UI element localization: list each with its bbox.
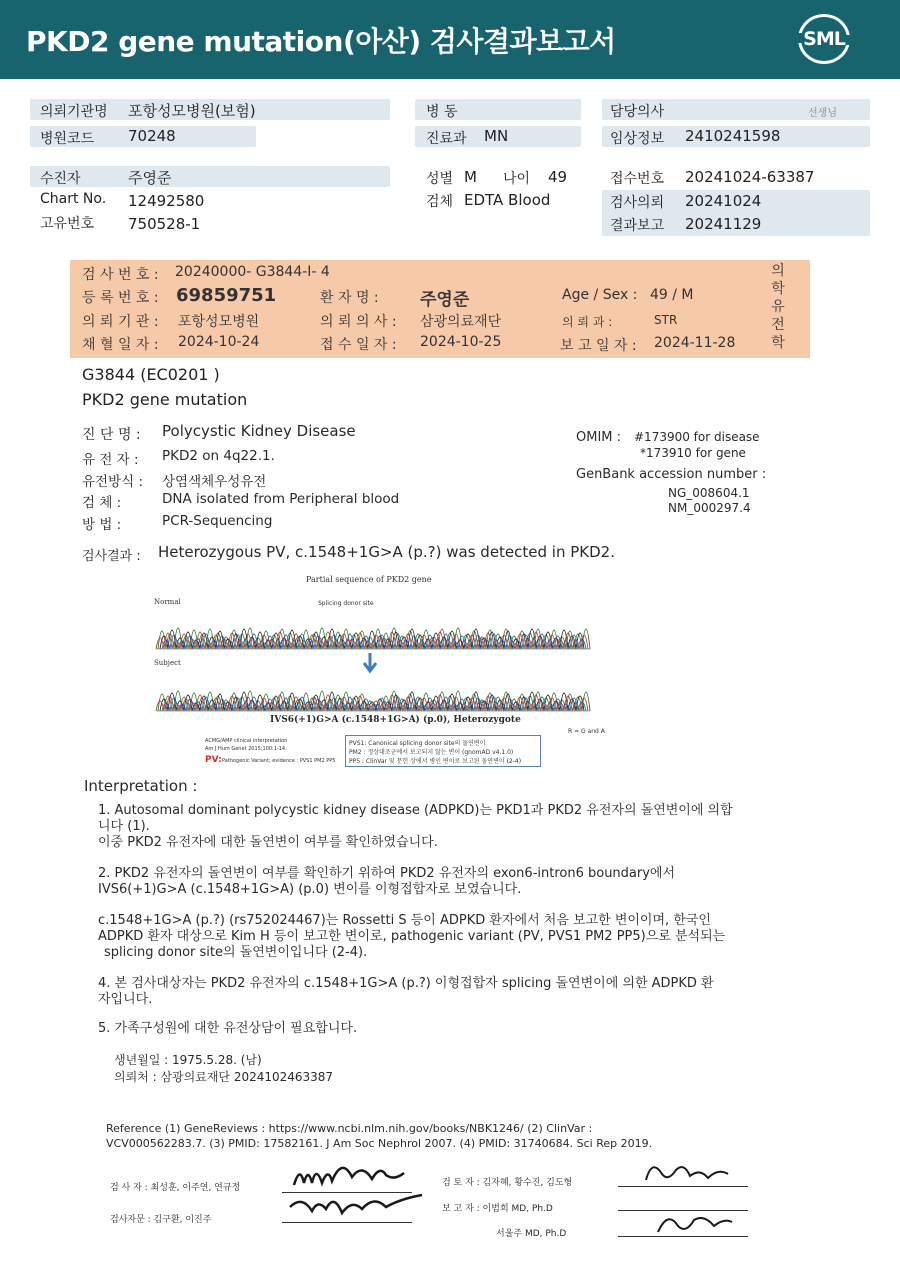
sex: M: [464, 168, 477, 186]
age: 49: [548, 168, 568, 186]
sml-logo: SML: [798, 14, 850, 64]
signature-reviewer: [628, 1152, 748, 1242]
rpt-label: 보 고 일 자 :: [560, 338, 637, 354]
test-code: G3844 (EC0201 ): [82, 365, 220, 384]
doctor-label: 담당의사: [610, 104, 665, 120]
chromatogram-figure: [150, 605, 595, 715]
inst: 포항성모병원: [178, 314, 260, 330]
clinical-label: 임상정보: [610, 131, 665, 147]
test-result: Heterozygous PV, c.1548+1G>A (p.?) was detected in PKD2.: [158, 543, 615, 561]
draw-date: 2024-10-24: [178, 334, 260, 350]
reporter: 보 고 자 : 이범희 MD, Ph.D: [442, 1204, 553, 1214]
specimen-label: 검체: [426, 194, 454, 210]
doctor-suffix: 선생님: [808, 108, 837, 119]
req-dept: STR: [654, 313, 678, 327]
acmg-line2: Am J Hum Genet 2015;100:1-14.: [205, 746, 287, 752]
specimen: EDTA Blood: [464, 191, 551, 209]
interp-1c: 이중 PKD2 유전자에 대한 돌연변이 여부를 확인하였습니다.: [98, 835, 438, 850]
acmg-pv: PV:: [205, 755, 222, 765]
spec-label: 검 체 :: [82, 495, 122, 511]
patient-name: 주영준: [128, 169, 172, 187]
chart-label: Chart No.: [40, 191, 107, 207]
figure-title: Partial sequence of PKD2 gene: [306, 575, 432, 584]
inst-label: 의 뢰 기 관 :: [82, 314, 159, 330]
reference-line1: Reference (1) GeneReviews : https://www.ncbi.nlm.nih.gov/books/NBK1246/ (2) ClinVar :: [106, 1122, 593, 1135]
result-date: 20241129: [685, 215, 762, 233]
hospital-code: 70248: [128, 127, 176, 145]
gene: PKD2 on 4q22.1.: [162, 448, 275, 464]
rcv-date: 2024-10-25: [420, 334, 502, 350]
dept: MN: [484, 127, 509, 145]
patient-label: 수진자: [40, 171, 81, 187]
figure-subject-label: Subject: [154, 659, 181, 667]
receipt-label: 접수번호: [610, 171, 665, 187]
interp-3a: c.1548+1G>A (p.?) (rs752024467)는 Rossetti S 등이 ADPKD 환자에서 처음 보고한 변이이며, 한국인: [98, 913, 711, 928]
pvs1: PVS1: Canonical splicing donor site의 돌연변이: [349, 740, 486, 747]
hospital-name: 포항성모병원(보험): [128, 102, 256, 120]
figure-normal-label: Normal: [154, 598, 181, 606]
dx-label: 진 단 명 :: [82, 427, 141, 443]
req-doc: 삼광의료재단: [420, 314, 502, 330]
figure-site-label: Splicing donor site: [318, 600, 374, 607]
gene-label: 유 전 자 :: [82, 452, 139, 468]
genbank-nm: NM_000297.4: [668, 501, 751, 515]
clinical-info: 2410241598: [685, 127, 781, 145]
method-label: 방 법 :: [82, 517, 122, 533]
interp-1b: 니다 (1).: [98, 819, 150, 834]
interp-5: 5. 가족구성원에 대한 유전상담이 필요합니다.: [98, 1021, 358, 1036]
figure-rga: R = G and A: [568, 728, 605, 735]
req-doc-label: 의 뢰 의 사 :: [320, 314, 397, 330]
interp-3b: ADPKD 환자 대상으로 Kim H 등이 보고한 변이로, pathogenic variant (PV, PVS1 PM2 PP5)으로 분석되는: [98, 929, 726, 944]
rpt-date: 2024-11-28: [654, 335, 736, 351]
interp-4b: 자입니다.: [98, 992, 153, 1007]
referrer: 의뢰처 : 삼광의료재단 2024102463387: [114, 1070, 334, 1084]
reference-line2: VCV000562283.7. (3) PMID: 17582161. J Am Soc Nephrol 2007. (4) PMID: 31740684. Sci Rep 2019.: [106, 1137, 653, 1150]
patient-row: [30, 166, 390, 187]
hospital-name-label: 의뢰기관명: [40, 104, 108, 120]
result-label-scan: 검사결과 :: [82, 549, 141, 564]
variant-arrow-icon: [364, 653, 376, 671]
genbank-ng: NG_008604.1: [668, 486, 750, 500]
genbank-label: GenBank accession number :: [576, 467, 767, 482]
interp-2a: 2. PKD2 유전자의 돌연변이 여부를 확인하기 위하여 PKD2 유전자의 exon6-intron6 boundary에서: [98, 866, 676, 881]
interp-2b: IVS6(+1)G>A (c.1548+1G>A) (p.0) 변이를 이형접합자로 보였습니다.: [98, 882, 522, 897]
age-label: 나이: [503, 171, 531, 187]
sex-label: 성별: [426, 171, 454, 187]
report-header: [0, 0, 900, 79]
acmg-line3: Pathogenic Variant; evidence : PVS1 PM2 PP5: [222, 758, 336, 764]
reg-no: 69859751: [176, 285, 277, 306]
signature-tester: [282, 1155, 432, 1230]
exam-no: 20240000- G3844-I- 4: [175, 264, 330, 280]
test-name: PKD2 gene mutation: [82, 390, 248, 409]
interpretation-title: Interpretation :: [84, 777, 198, 795]
omim-label: OMIM :: [576, 430, 622, 445]
reviewer: 검 토 자 : 김자혜, 황수진, 김도형: [442, 1178, 573, 1188]
pp5: PP5 : ClinVar 및 문헌 상에서 병인 변이로 보고된 돌연변이 (2-4): [349, 758, 522, 765]
omim-disease: #173900 for disease: [634, 430, 760, 444]
scan-specimen: DNA isolated from Peripheral blood: [162, 491, 400, 507]
scan-patient-label: 환 자 명 :: [320, 290, 379, 306]
advisor: 검사자문 : 김구환, 이진주: [110, 1215, 212, 1225]
hospital-code-label: 병원코드: [40, 131, 95, 147]
inheritance: 상염색체우성유전: [162, 474, 267, 490]
tester: 검 사 자 : 최성훈, 이주연, 연규정: [110, 1183, 241, 1193]
request-label: 검사의뢰: [610, 195, 665, 211]
pm2: PM2 : 정상대조군에서 보고되지 않는 변이 (gnomAD v4.1.0): [349, 749, 514, 756]
interp-4a: 4. 본 검사대상자는 PKD2 유전자의 c.1548+1G>A (p.?) 이형접합자 splicing 돌연변이에 의한 ADPKD 환: [98, 976, 714, 991]
unique-no: 750528-1: [128, 215, 201, 233]
exam-no-label: 검 사 번 호 :: [82, 267, 159, 283]
interp-1a: 1. Autosomal dominant polycystic kidney disease (ADPKD)는 PKD1과 PKD2 유전자의 돌연변이에 의합: [98, 803, 733, 818]
receipt-no: 20241024-63387: [685, 168, 815, 186]
reg-no-label: 등 록 번 호 :: [82, 290, 159, 306]
req-dept-label: 의 뢰 과 :: [562, 315, 613, 329]
figure-caption: IVS6(+1)G>A (c.1548+1G>A) (p.0), Heterozygote: [270, 715, 521, 725]
omim-gene: *173910 for gene: [640, 446, 746, 460]
rcv-label: 접 수 일 자 :: [320, 337, 397, 353]
request-date: 20241024: [685, 192, 762, 210]
unique-label: 고유번호: [40, 216, 95, 232]
side-vertical-label: 의 학 유 전 학: [771, 263, 785, 351]
diagnosis: Polycystic Kidney Disease: [162, 422, 356, 440]
method: PCR-Sequencing: [162, 513, 273, 529]
agesex: 49 / M: [650, 287, 694, 303]
result-label: 결과보고: [610, 218, 665, 234]
inherit-label: 유전방식 :: [82, 474, 144, 490]
reporter2: 서울주 MD, Ph.D: [496, 1229, 567, 1239]
interp-3c: splicing donor site의 돌연변이입니다 (2-4).: [104, 945, 368, 960]
dept-label: 진료과: [426, 131, 467, 147]
agesex-label: Age / Sex :: [562, 287, 638, 303]
birth-date: 생년월일 : 1975.5.28. (남): [114, 1053, 262, 1067]
acmg-line1: ACMG/AMP clinical interpretation: [205, 738, 288, 744]
scan-patient: 주영준: [420, 290, 470, 310]
ward-label: 병 동: [426, 104, 458, 120]
report-title: PKD2 gene mutation(아산) 검사결과보고서: [26, 25, 616, 58]
chart-no: 12492580: [128, 192, 205, 210]
draw-label: 채 혈 일 자 :: [82, 337, 159, 353]
